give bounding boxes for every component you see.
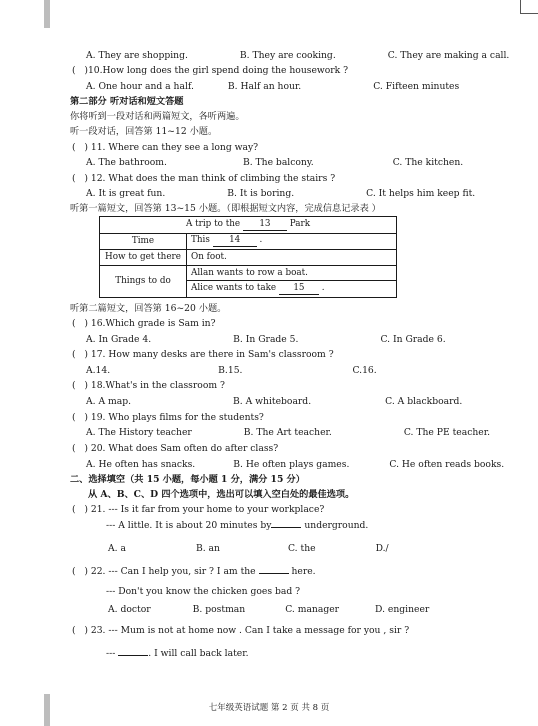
q18-options: A. A map. B. A whiteboard. C. A blackboard. [86, 396, 463, 407]
q17-stem: ( ) 17. How many desks are there in Sam's classroom ? [72, 349, 334, 360]
q11-options: A. The bathroom. B. The balcony. C. The kitchen. [86, 157, 464, 168]
section2-instruction: 从 A、B、C、D 四个选项中，选出可以填入空白处的最佳选项。 [88, 489, 355, 500]
q16-stem: ( ) 16.Which grade is Sam in? [72, 318, 216, 329]
part2-heading: 第二部分 听对话和短文答题 [70, 96, 184, 107]
time-value-cell: This 14 . [187, 233, 397, 250]
corner-crop-mark [520, 0, 521, 14]
passage2-instruction: 听第二篇短文，回答第 16~20 小题。 [70, 303, 227, 314]
q9-options: A. They are shopping. B. They are cooking. C. They are making a call. [86, 50, 510, 61]
todo-alice-cell: Alice wants to take 15 . [187, 281, 397, 298]
q23-stem: ( ) 23. --- Mum is not at home now . Can I take a message for you , sir ? [72, 625, 410, 636]
q22-stem: ( ) 22. --- Can I help you, sir ? I am the here. [72, 566, 316, 577]
how-value-cell: On foot. [187, 250, 397, 266]
q19-stem: ( ) 19. Who plays films for the students? [72, 412, 264, 423]
how-label-cell: How to get there [100, 250, 187, 266]
section2-heading: 二、选择填空（共 15 小题，每小题 1 分，满分 15 分） [70, 474, 305, 485]
blank-14: 14 [213, 235, 257, 247]
q19-options: A. The History teacher B. The Art teacher. C. The PE teacher. [86, 427, 490, 438]
q16-options: A. In Grade 4. B. In Grade 5. C. In Grade 6. [86, 334, 446, 345]
q12-stem: ( ) 12. What does the man think of climbing the stairs ? [72, 173, 336, 184]
blank-15: 15 [279, 283, 319, 295]
time-label-cell: Time [100, 233, 187, 250]
q23-blank [118, 655, 148, 656]
q11-stem: ( ) 11. Where can they see a long way? [72, 142, 259, 153]
q21-line2: --- A little. It is about 20 minutes by underground. [106, 520, 369, 531]
q12-options: A. It is great fun. B. It is boring. C. It helps him keep fit. [86, 188, 476, 199]
binding-edge-mark [44, 0, 50, 28]
page-footer: 七年级英语试题 第 2 页 共 8 页 [208, 703, 330, 713]
q10-stem: ( )10.How long does the girl spend doing the housework ? [72, 65, 349, 76]
dialogue-instruction: 听一段对话，回答第 11~12 小题。 [70, 126, 218, 137]
trip-info-record-table [99, 216, 397, 298]
todo-allan-cell: Allan wants to row a boat. [187, 265, 397, 281]
q22-options: A. doctor B. postman C. manager D. engineer [108, 604, 430, 615]
q21-blank [271, 527, 301, 528]
todo-label-cell: Things to do [100, 265, 187, 297]
blank-13: 13 [243, 219, 287, 231]
q20-options: A. He often has snacks. B. He often plays games. C. He often reads books. [86, 459, 505, 470]
q18-stem: ( ) 18.What's in the classroom ? [72, 380, 225, 391]
corner-crop-mark [520, 13, 538, 14]
q21-stem: ( ) 21. --- Is it far from your home to your workplace? [72, 504, 325, 515]
q21-options: A. a B. an C. the D./ [108, 543, 389, 554]
q22-blank [259, 573, 289, 574]
q23-line2: --- . I will call back later. [106, 648, 249, 659]
q10-options: A. One hour and a half. B. Half an hour. C. Fifteen minutes [86, 81, 460, 92]
part2-intro: 你将听到一段对话和两篇短文，各听两遍。 [70, 111, 245, 122]
passage1-instruction: 听第一篇短文，回答第 13~15 小题。（即根据短文内容，完成信息记录表 ） [70, 203, 381, 214]
q22-line2: --- Don't you know the chicken goes bad ? [106, 586, 301, 597]
q17-options: A.14. B.15. C.16. [86, 365, 377, 376]
q20-stem: ( ) 20. What does Sam often do after class? [72, 443, 279, 454]
trip-title-cell: A trip to the 13 Park [100, 217, 397, 234]
